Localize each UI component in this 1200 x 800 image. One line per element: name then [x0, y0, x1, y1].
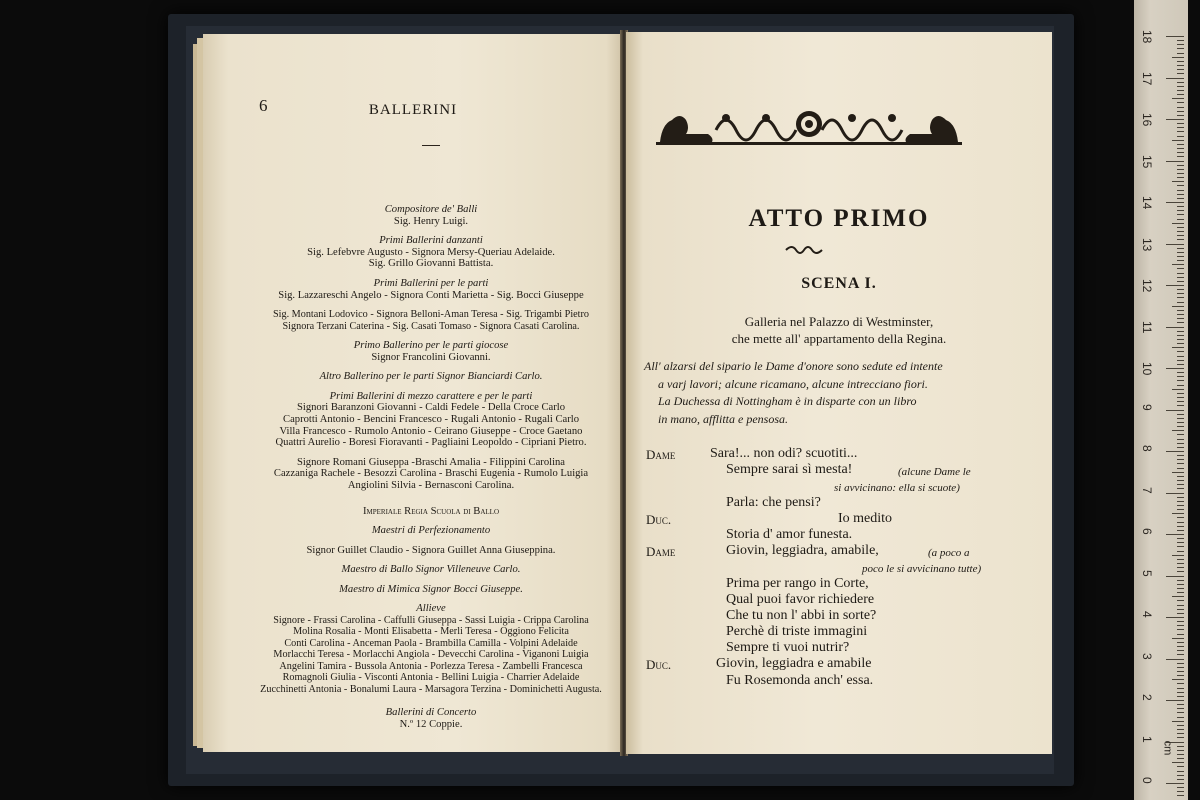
ruler-tick	[1177, 646, 1184, 647]
ruler-tick	[1177, 82, 1184, 83]
ruler-tick	[1177, 422, 1184, 423]
ruler-tick	[1177, 551, 1184, 552]
ruler-tick	[1177, 185, 1184, 186]
ruler-tick	[1166, 410, 1184, 411]
ruler-number: 15	[1140, 154, 1154, 168]
ruler-tick	[1177, 571, 1184, 572]
ruler-tick	[1177, 169, 1184, 170]
ruler-tick	[1177, 447, 1184, 448]
cast-line: Villa Francesco - Rumolo Antonio - Ceirano Giuseppe - Croce Gaetano	[279, 425, 583, 437]
verse-text: Io medito	[838, 510, 893, 526]
cast-line: Signori Baranzoni Giovanni - Caldi Fedele - Della Croce Carlo	[296, 402, 565, 414]
ruler-tick	[1177, 44, 1184, 45]
ruler-tick	[1177, 795, 1184, 796]
ruler-tick	[1177, 501, 1184, 502]
setting-line: Galleria nel Palazzo di Westminster,	[744, 314, 934, 329]
ruler-tick	[1166, 78, 1184, 79]
role-title: Maestri di Perfezionamento	[371, 525, 491, 537]
ruler-tick	[1177, 414, 1184, 415]
ruler-tick	[1177, 526, 1184, 527]
ruler-tick	[1177, 754, 1184, 755]
dialogue	[646, 446, 1026, 689]
dialogue-line	[646, 511, 1026, 527]
ruler-tick	[1177, 376, 1184, 377]
ruler-tick	[1177, 592, 1184, 593]
cast-line: Zucchinetti Antonia - Bonalumi Laura - Marsagora Terzina - Dominichetti Augusta.	[260, 683, 602, 695]
ruler-tick	[1177, 277, 1184, 278]
ruler-tick	[1177, 40, 1184, 41]
ruler-tick	[1166, 244, 1184, 245]
role-title: Altro Ballerino per le parti Signor Bianciardi Carlo.	[319, 371, 543, 383]
ruler-number: 10	[1140, 362, 1154, 376]
dialogue-line	[646, 527, 1026, 543]
ruler-tick	[1177, 522, 1184, 523]
ruler-tick	[1177, 231, 1184, 232]
stage-aside: (alcune Dame le	[898, 466, 971, 479]
stage-line: a varj lavori; alcune ricamano, alcune intrecciano fiori.	[658, 376, 928, 391]
ruler-number: 3	[1140, 652, 1154, 660]
ruler-tick	[1177, 268, 1184, 269]
ruler-tick	[1166, 451, 1184, 452]
verse-text: Parla: che pensi?	[726, 494, 821, 510]
ruler-tick	[1177, 434, 1184, 435]
ruler-tick	[1177, 650, 1184, 651]
ruler-tick	[1166, 659, 1184, 660]
ruler-tick	[1172, 389, 1184, 390]
ruler-number: 17	[1140, 71, 1154, 85]
ruler-tick	[1177, 393, 1184, 394]
ruler-tick	[1177, 580, 1184, 581]
ruler-tick	[1177, 214, 1184, 215]
ruler-number: 16	[1140, 113, 1154, 127]
verse-text: Giovin, leggiadra, amabile,	[726, 543, 879, 559]
ruler-tick	[1166, 700, 1184, 701]
ruler-tick	[1177, 671, 1184, 672]
ruler-number: 4	[1140, 611, 1154, 618]
ruler-tick	[1177, 102, 1184, 103]
ruler-tick	[1177, 717, 1184, 718]
spacer	[243, 301, 619, 309]
ruler-tick	[1177, 302, 1184, 303]
ruler-tick	[1177, 629, 1184, 630]
ruler-tick	[1177, 712, 1184, 713]
ruler-tick	[1177, 380, 1184, 381]
role-title: Primi Ballerini danzanti	[379, 235, 483, 247]
ruler-unit: cm	[1161, 740, 1174, 756]
ruler-tick	[1177, 584, 1184, 585]
ruler-tick	[1177, 65, 1184, 66]
verse-text: Che tu non l' abbi in sorte?	[726, 607, 877, 623]
ruler-tick	[1177, 443, 1184, 444]
cast-line: Sig. Henry Luigi.	[393, 215, 469, 227]
ruler-tick	[1177, 136, 1184, 137]
scene-title: SCENA I.	[801, 275, 877, 292]
ruler-tick	[1177, 144, 1184, 145]
ruler-tick	[1177, 463, 1184, 464]
cast-line: Sig. Montani Lodovico - Signora Belloni-Aman Teresa - Sig. Trigambi Pietro	[272, 309, 590, 321]
scene-setting	[666, 313, 1012, 347]
ornament-divider	[784, 243, 824, 257]
ruler-tick	[1177, 542, 1184, 543]
ruler-tick	[1177, 729, 1184, 730]
verse-text: Perchè di triste immagini	[726, 624, 868, 640]
role-title: Primi Ballerini per le parti	[373, 277, 489, 289]
ruler-number: 13	[1140, 237, 1154, 251]
ruler-number: 5	[1140, 569, 1154, 577]
ruler-tick	[1177, 791, 1184, 792]
ruler-tick	[1177, 289, 1184, 290]
ruler-tick	[1177, 771, 1184, 772]
verse-text: Sara!... non odi? scuotiti...	[710, 446, 858, 461]
ruler-tick	[1172, 472, 1184, 473]
ruler-tick	[1166, 783, 1184, 784]
setting-line: che mette all' appartamento della Regina.	[731, 331, 947, 346]
ruler-tick	[1177, 758, 1184, 759]
ruler-tick	[1177, 123, 1184, 124]
dialogue-line	[646, 543, 1026, 559]
ruler-tick	[1177, 131, 1184, 132]
ruler-tick	[1166, 493, 1184, 494]
ruler-tick	[1177, 239, 1184, 240]
dialogue-line	[646, 673, 1026, 689]
ruler-tick	[1177, 73, 1184, 74]
ruler-tick	[1177, 418, 1184, 419]
ruler-tick	[1177, 364, 1184, 365]
ruler-tick	[1177, 314, 1184, 315]
act-title: ATTO PRIMO	[748, 205, 930, 232]
ruler-tick	[1177, 252, 1184, 253]
ruler-tick	[1177, 600, 1184, 601]
ruler-tick	[1177, 198, 1184, 199]
ruler-number: 18	[1140, 30, 1154, 44]
ruler-tick	[1177, 733, 1184, 734]
ruler-tick	[1177, 397, 1184, 398]
ruler-tick	[1177, 609, 1184, 610]
ruler-number: 12	[1140, 279, 1154, 293]
ruler-tick	[1166, 36, 1184, 37]
ruler-tick	[1177, 683, 1184, 684]
ruler-tick	[1177, 351, 1184, 352]
ruler-tick	[1177, 86, 1184, 87]
ruler-tick	[1177, 488, 1184, 489]
ruler-tick	[1177, 293, 1184, 294]
ruler-tick	[1177, 505, 1184, 506]
ruler-tick	[1172, 596, 1184, 597]
ruler-tick	[1177, 484, 1184, 485]
stage-aside: poco le si avvicinano tutte)	[862, 563, 982, 576]
cast-line: Sig. Lazzareschi Angelo - Signora Conti Marietta - Sig. Bocci Giuseppe	[278, 289, 584, 301]
verse-text: Prima per rango in Corte,	[726, 575, 869, 591]
cast-line: Signore Romani Giuseppa -Braschi Amalia - Filippini Carolina	[296, 456, 566, 468]
cast-list	[243, 204, 619, 730]
ruler-tick	[1177, 360, 1184, 361]
stage-line: in mano, afflitta e pensosa.	[658, 411, 788, 426]
ruler-tick	[1177, 405, 1184, 406]
ruler-number: 7	[1140, 486, 1154, 494]
ruler-tick	[1177, 459, 1184, 460]
dialogue-line	[646, 462, 1026, 478]
ruler-tick	[1177, 248, 1184, 249]
ruler-tick	[1177, 567, 1184, 568]
ruler-tick	[1177, 94, 1184, 95]
ruler-tick	[1177, 322, 1184, 323]
ruler-tick	[1177, 281, 1184, 282]
ruler-tick	[1177, 746, 1184, 747]
ruler-tick	[1177, 654, 1184, 655]
ruler-number: 14	[1140, 196, 1154, 210]
ruler-tick	[1177, 401, 1184, 402]
left-page	[203, 34, 623, 752]
cast-line: Angiolini Silvia - Bernasconi Carolina.	[347, 479, 515, 491]
ruler-tick	[1177, 53, 1184, 54]
ruler-tick	[1177, 509, 1184, 510]
ruler-tick	[1177, 297, 1184, 298]
stage-aside: si avvicinano: ella si scuote)	[834, 482, 960, 495]
measuring-ruler	[1134, 0, 1188, 800]
ornament-headpiece	[656, 104, 962, 150]
ruler-tick	[1172, 430, 1184, 431]
ruler-tick	[1177, 634, 1184, 635]
ruler-tick	[1177, 559, 1184, 560]
ruler-number: 6	[1140, 528, 1154, 535]
cast-line: Sig. Lefebvre Augusto - Signora Mersy-Queriau Adelaide.	[307, 246, 555, 258]
cast-line: Signore - Frassi Carolina - Caffulli Giuseppa - Sassi Luigia - Crippa Carolina	[273, 615, 589, 627]
ruler-tick	[1177, 227, 1184, 228]
ruler-tick	[1177, 517, 1184, 518]
ruler-tick	[1177, 605, 1184, 606]
ruler-tick	[1177, 625, 1184, 626]
ruler-tick	[1177, 148, 1184, 149]
ruler-tick	[1166, 161, 1184, 162]
dialogue-line	[646, 576, 1026, 592]
ruler-tick	[1177, 335, 1184, 336]
ruler-tick	[1166, 576, 1184, 577]
ruler-tick	[1177, 708, 1184, 709]
ruler-tick	[1166, 534, 1184, 535]
ruler-tick	[1177, 385, 1184, 386]
ruler-tick	[1177, 356, 1184, 357]
ruler-tick	[1177, 692, 1184, 693]
ruler-tick	[1177, 480, 1184, 481]
ruler-tick	[1177, 115, 1184, 116]
ruler-tick	[1177, 152, 1184, 153]
cast-line: Sig. Grillo Giovanni Battista.	[368, 258, 494, 270]
page-header: BALLERINI	[368, 102, 458, 118]
ruler-tick	[1177, 696, 1184, 697]
ruler-tick	[1177, 787, 1184, 788]
stage-aside: (a poco a	[928, 547, 970, 560]
ruler-tick	[1177, 546, 1184, 547]
ruler-number: 9	[1140, 403, 1154, 411]
ruler-tick	[1177, 588, 1184, 589]
ruler-tick	[1177, 165, 1184, 166]
cast-line: N.º 12 Coppie.	[399, 718, 463, 730]
dialogue-line	[646, 640, 1026, 656]
ruler-tick	[1172, 347, 1184, 348]
right-page	[626, 32, 1052, 754]
role-title: Maestro di Ballo Signor Villeneuve Carlo.	[341, 564, 521, 576]
ruler-tick	[1177, 235, 1184, 236]
ruler-tick	[1172, 264, 1184, 265]
dialogue-line	[646, 559, 1026, 575]
dialogue-line	[646, 478, 1026, 494]
ruler-tick	[1177, 725, 1184, 726]
ruler-tick	[1177, 468, 1184, 469]
stage-direction	[644, 358, 1008, 428]
ruler-tick	[1177, 48, 1184, 49]
ruler-tick	[1177, 426, 1184, 427]
ruler-tick	[1177, 127, 1184, 128]
speaker: Dame	[646, 544, 676, 560]
ruler-tick	[1177, 538, 1184, 539]
cast-line: Romagnoli Giulia - Visconti Antonia - Bellini Luigia - Charrier Adelaide	[282, 672, 580, 684]
stage-line: La Duchessa di Nottingham è in disparte con un libro	[658, 394, 917, 408]
ruler-tick	[1177, 107, 1184, 108]
ruler-tick	[1177, 318, 1184, 319]
cast-line: Morlacchi Teresa - Morlacchi Angiola - Devecchi Carolina - Viganoni Luigia	[273, 649, 589, 661]
ruler-tick	[1177, 273, 1184, 274]
verse-text: Qual puoi favor richiedere	[726, 591, 875, 607]
dialogue-line	[646, 592, 1026, 608]
ruler-tick	[1177, 177, 1184, 178]
ruler-tick	[1177, 173, 1184, 174]
ruler-tick	[1177, 194, 1184, 195]
ruler-tick	[1177, 339, 1184, 340]
ruler-tick	[1172, 223, 1184, 224]
ruler-tick	[1172, 679, 1184, 680]
ruler-tick	[1172, 306, 1184, 307]
ruler-tick	[1177, 343, 1184, 344]
ruler-tick	[1177, 111, 1184, 112]
dialogue-line	[646, 446, 1026, 462]
ruler-number: 0	[1140, 777, 1154, 784]
ruler-tick	[1177, 455, 1184, 456]
ruler-tick	[1177, 704, 1184, 705]
speaker: Dame	[646, 447, 676, 462]
verse-text: Sempre ti vuoi nutrir?	[726, 640, 850, 656]
role-title: Ballerini di Concerto	[385, 706, 477, 718]
ruler-tick	[1177, 667, 1184, 668]
ruler-tick	[1166, 368, 1184, 369]
cast-line: Signora Terzani Caterina - Sig. Casati Tomaso - Signora Casati Carolina.	[282, 320, 580, 332]
header-rule	[422, 145, 440, 146]
ruler-tick	[1172, 721, 1184, 722]
ruler-tick	[1177, 256, 1184, 257]
ruler-tick	[1166, 327, 1184, 328]
ruler-tick	[1177, 563, 1184, 564]
role-title: Primo Ballerino per le parti giocose	[353, 339, 509, 351]
ruler-tick	[1177, 621, 1184, 622]
ruler-tick	[1172, 98, 1184, 99]
ruler-tick	[1177, 737, 1184, 738]
ruler-tick	[1166, 202, 1184, 203]
role-title: Primi Ballerini di mezzo carattere e per le parti	[329, 390, 533, 402]
ruler-tick	[1172, 140, 1184, 141]
page-number: 6	[259, 96, 268, 115]
ruler-tick	[1177, 766, 1184, 767]
ruler-tick	[1172, 57, 1184, 58]
verse-text: Sempre sarai sì mesta!	[726, 462, 853, 478]
verse-text: Giovin, leggiadra e amabile	[716, 656, 872, 672]
ruler-tick	[1177, 156, 1184, 157]
ruler-tick	[1177, 90, 1184, 91]
ruler-tick	[1177, 613, 1184, 614]
ruler-tick	[1177, 497, 1184, 498]
ruler-tick	[1177, 530, 1184, 531]
cast-line: Conti Carolina - Anceman Paola - Brambilla Camilla - Volpini Adelaide	[284, 637, 578, 649]
school-header: Imperiale Regia Scuola di Ballo	[362, 505, 500, 517]
ruler-tick	[1177, 61, 1184, 62]
ruler-tick	[1166, 119, 1184, 120]
ruler-tick	[1177, 675, 1184, 676]
ruler-tick	[1177, 190, 1184, 191]
ruler-tick	[1177, 331, 1184, 332]
cast-line: Signor Francolini Giovanni.	[371, 351, 491, 363]
verse-text: Fu Rosemonda anch' essa.	[726, 672, 874, 688]
ruler-tick	[1177, 642, 1184, 643]
cast-line: Molina Rosalia - Monti Elisabetta - Merli Teresa - Oggiono Felicita	[293, 626, 569, 638]
ruler-tick	[1177, 69, 1184, 70]
ruler-tick	[1177, 775, 1184, 776]
speaker: Duc.	[646, 657, 672, 673]
speaker: Duc.	[646, 511, 672, 527]
ruler-tick	[1177, 210, 1184, 211]
cast-line: Cazzaniga Rachele - Besozzi Carolina - Braschi Eugenia - Rumolo Luigia	[273, 468, 589, 480]
ruler-tick	[1177, 206, 1184, 207]
ruler-tick	[1177, 260, 1184, 261]
dialogue-line	[646, 608, 1026, 624]
stage-line: All' alzarsi del sipario le Dame d'onore sono sedute ed intente	[644, 359, 943, 373]
dialogue-line	[646, 624, 1026, 640]
ruler-tick	[1172, 181, 1184, 182]
ruler-number: 11	[1140, 320, 1154, 333]
cast-line: Signor Guillet Claudio - Signora Guillet Anna Giuseppina.	[306, 544, 556, 556]
cast-line: Quattri Aurelio - Boresi Fioravanti - Pagliaini Leopoldo - Cipriani Pietro.	[275, 437, 587, 449]
ruler-tick	[1177, 779, 1184, 780]
ruler-tick	[1177, 439, 1184, 440]
ruler-number: 8	[1140, 445, 1154, 452]
ruler-tick	[1172, 762, 1184, 763]
ruler-tick	[1177, 372, 1184, 373]
ruler-tick	[1166, 617, 1184, 618]
role-title: Allieve	[416, 603, 446, 615]
role-title: Maestro di Mimica Signor Bocci Giuseppe.	[339, 583, 523, 595]
ruler-number: 2	[1140, 694, 1154, 701]
ruler-tick	[1177, 750, 1184, 751]
ruler-tick	[1177, 219, 1184, 220]
dialogue-line	[646, 495, 1026, 511]
ruler-tick	[1177, 310, 1184, 311]
role-title: Compositore de' Balli	[384, 204, 478, 215]
ruler-tick	[1172, 638, 1184, 639]
cast-line: Caprotti Antonio - Bencini Francesco - Rugali Antonio - Rugali Carlo	[283, 413, 579, 425]
verse-text: Storia d' amor funesta.	[726, 526, 853, 542]
ruler-tick	[1177, 688, 1184, 689]
ruler-tick	[1177, 476, 1184, 477]
ruler-tick	[1172, 555, 1184, 556]
ruler-number: 1	[1140, 735, 1154, 743]
dialogue-line	[646, 656, 1026, 672]
ruler-tick	[1172, 513, 1184, 514]
ruler-tick	[1177, 663, 1184, 664]
cast-line: Angelini Tamira - Bussola Antonia - Porlezza Teresa - Zambelli Francesca	[279, 660, 583, 672]
ruler-tick	[1166, 285, 1184, 286]
